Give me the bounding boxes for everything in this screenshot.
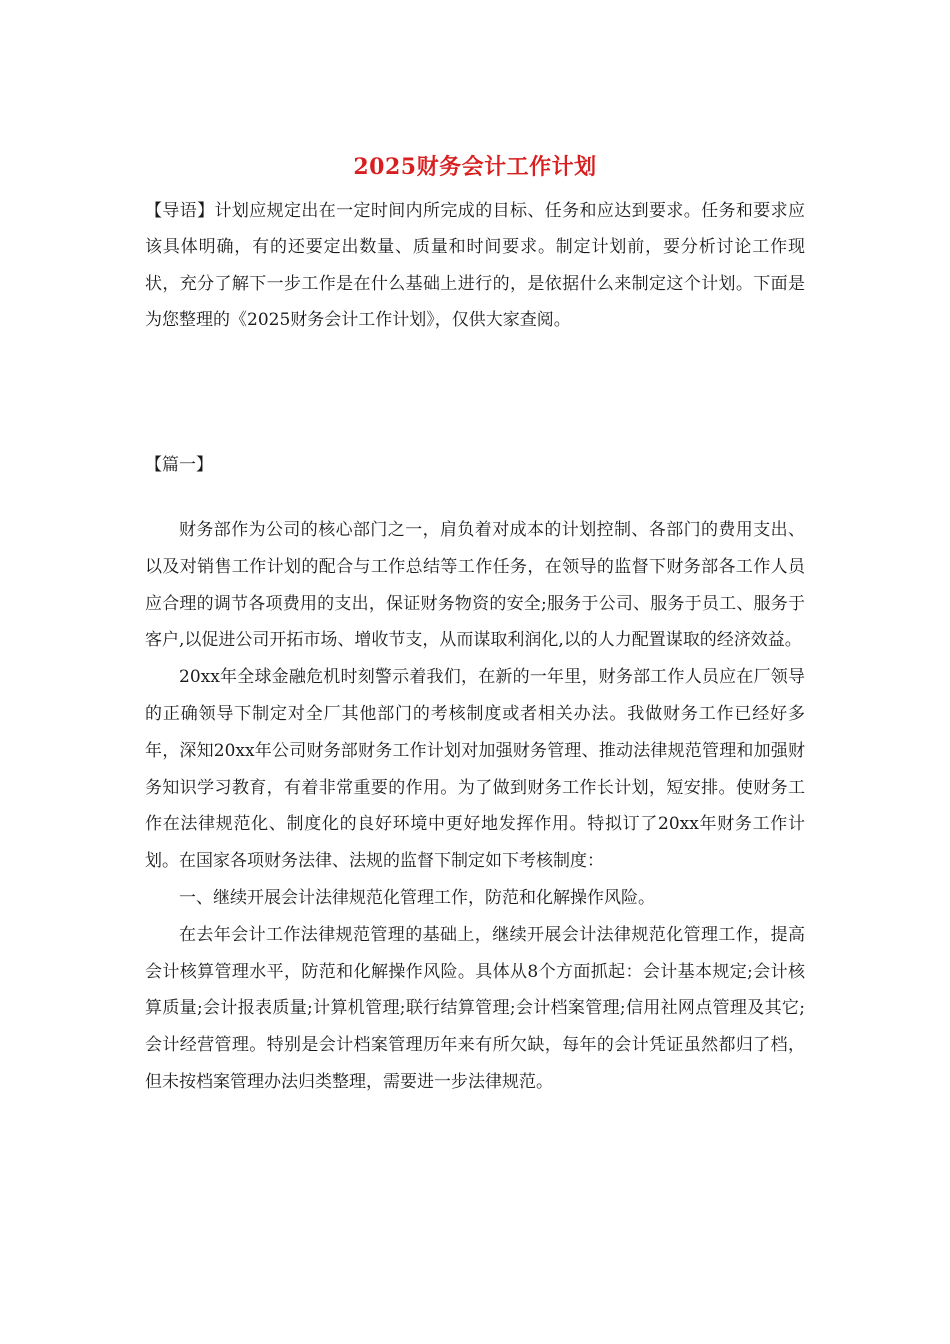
body-paragraph: 20xx年全球金融危机时刻警示着我们，在新的一年里，财务部工作人员应在厂领导的正确领导下制定对全厂其他部门的考核制度或者相关办法。我做财务工作已经好多年，深知20xx年公司财务部财务工作计划对加强财务管理、推动法律规范管理和加强财务知识学习教育，有着非常重要的作用。为了做到财务工作长计划，短安排。使财务工作在法律规范化、制度化的良好环境中更好地发挥作用。特拟订了20xx年财务工作计划。在国家各项财务法律、法规的监督下制定如下考核制度：: [145, 667, 805, 872]
body-paragraph: 财务部作为公司的核心部门之一，肩负着对成本的计划控制、各部门的费用支出、以及对销售工作计划的配合与工作总结等工作任务，在领导的监督下财务部各工作人员应合理的调节各项费用的支出，保证财务物资的安全;服务于公司、服务于员工、服务于客户,以促进公司开拓市场、增收节支，从而谋取利润化,以的人力配置谋取的经济效益。: [145, 520, 805, 651]
document-title: 2025财务会计工作计划: [353, 154, 597, 180]
intro-paragraph: 【导语】计划应规定出在一定时间内所完成的目标、任务和应达到要求。任务和要求应该具体明确，有的还要定出数量、质量和时间要求。制定计划前，要分析讨论工作现状，充分了解下一步工作是在什么基础上进行的，是依据什么来制定这个计划。下面是为您整理的《2025财务会计工作计划》，仅供大家查阅。: [145, 201, 805, 330]
body-paragraph: 一、继续开展会计法律规范化管理工作，防范和化解操作风险。: [179, 887, 655, 908]
document-body: [145, 512, 805, 1101]
body-paragraph: 在去年会计工作法律规范管理的基础上，继续开展会计法律规范化管理工作，提高会计核算管理水平，防范和化解操作风险。具体从8个方面抓起：会计基本规定;会计核算质量;会计报表质量;计算机管理;联行结算管理;会计档案管理;信用社网点管理及其它;会计经营管理。特别是会计档案管理历年来有所欠缺，每年的会计凭证虽然都归了档，但未按档案管理办法归类整理，需要进一步法律规范。: [145, 924, 805, 1092]
section-label: 【篇一】: [145, 455, 213, 475]
